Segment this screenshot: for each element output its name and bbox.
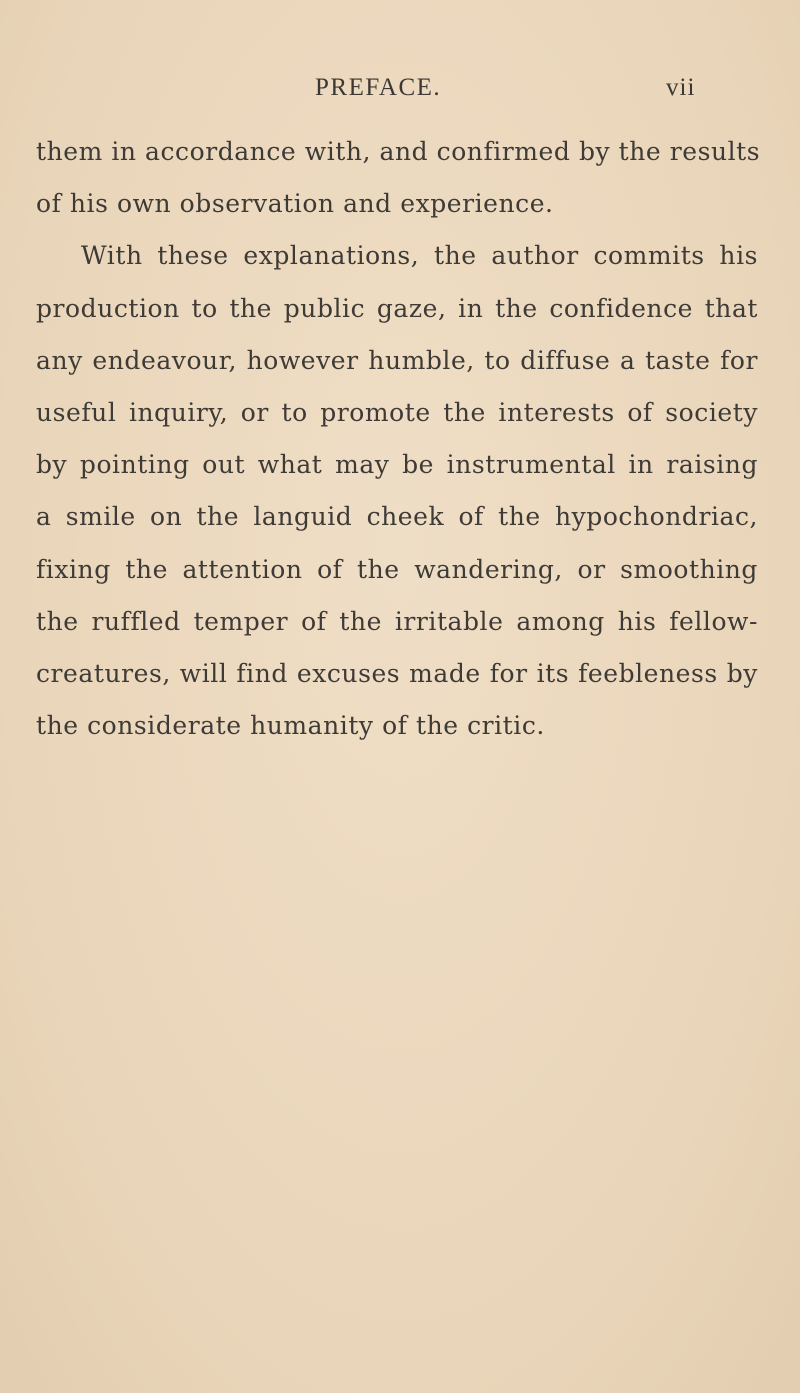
text-line: a smile on the languid cheek of the hypochondriac, <box>36 502 758 532</box>
text-line: the considerate humanity of the critic. <box>36 711 545 741</box>
text-line: useful inquiry, or to promote the interests of society <box>36 397 758 427</box>
body-text <box>36 133 761 759</box>
running-head <box>0 70 800 106</box>
text-line: With these explanations, the author commits his <box>81 241 758 271</box>
text-line: them in accordance with, and confirmed by the results <box>36 137 761 166</box>
text-line: of his own observation and experience. <box>36 189 554 219</box>
text-line: production to the public gaze, in the confidence that <box>36 293 758 323</box>
text-line: the ruffled temper of the irritable among his fellow- <box>36 606 758 636</box>
page-number: vii <box>666 74 696 101</box>
text-line: fixing the attention of the wandering, or smoothing <box>36 554 758 584</box>
text-line: any endeavour, however humble, to diffuse a taste for <box>36 345 758 375</box>
text-line: creatures, will find excuses made for its feebleness by <box>36 658 758 688</box>
text-line: by pointing out what may be instrumental in raising <box>36 450 758 480</box>
running-head-title: PREFACE. <box>315 74 442 101</box>
